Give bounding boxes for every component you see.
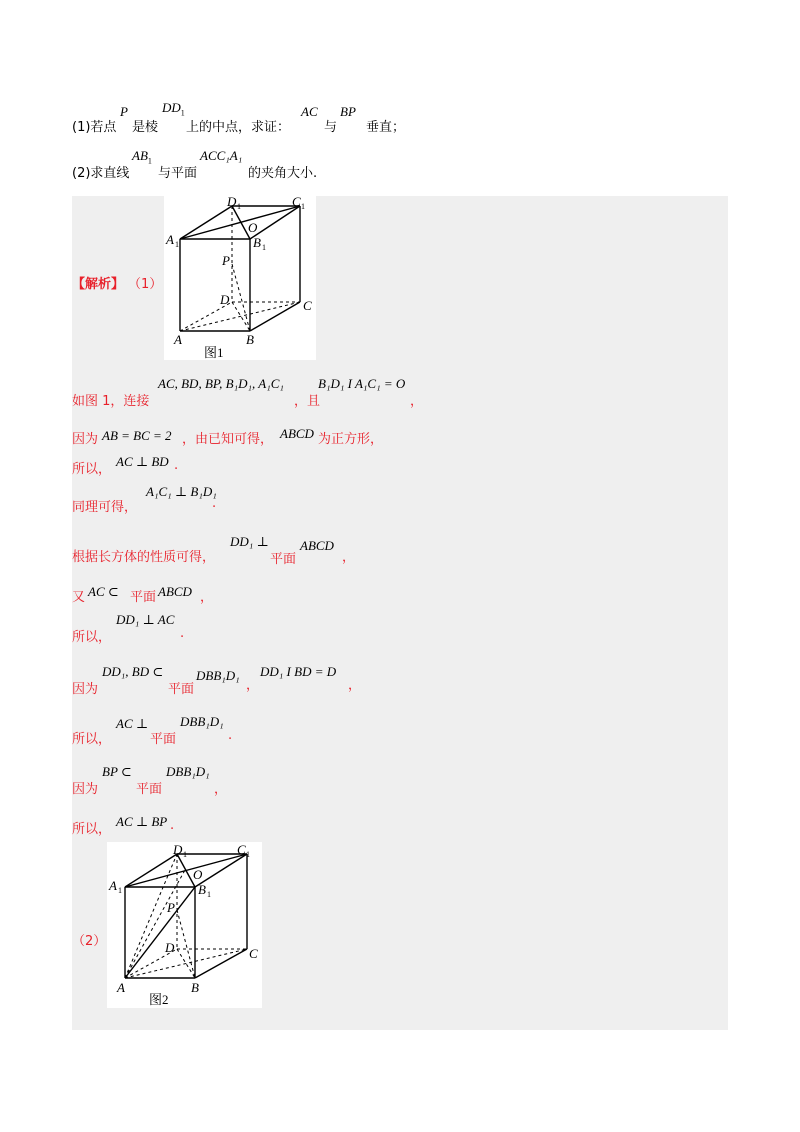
svg-text:A: A	[117, 980, 125, 995]
svg-text:1: 1	[183, 850, 187, 859]
q1-mid3: 与	[324, 120, 338, 135]
figure-2-caption: 图2	[149, 992, 169, 1007]
diag-ac	[180, 302, 300, 331]
svg-text:B: B	[198, 882, 206, 897]
q1-suffix: 垂直；	[366, 120, 406, 135]
svg-text:1: 1	[301, 202, 305, 211]
sol-line-3: 所以， AC ⊥ BD .	[72, 454, 179, 477]
sol-line-2: 因为 AB = BC = 2 ，由已知可得， ABCD 为正方形，	[72, 426, 384, 447]
edge-bc	[250, 302, 300, 331]
sol-line-1: 如图 1，连接 AC, BD, BP, B₁D₁, A₁C₁ ，且 B₁D₁ I A₁C₁ = O ，	[72, 376, 424, 409]
sol-line-7: 所以， DD₁ ⊥ AC .	[72, 612, 185, 645]
figure-2	[107, 842, 262, 1008]
sol-line-8: 因为 DD₁, BD ⊂ 平面 DBB₁D₁ ， DD₁ I BD = D ，	[72, 664, 362, 697]
svg-text:1: 1	[207, 890, 211, 899]
q1-point: P	[120, 104, 128, 119]
label-d: D	[220, 292, 230, 307]
q2-prefix: (2)求直线	[72, 166, 130, 181]
q1-line1: AC	[301, 104, 318, 119]
q2-suffix: 的夹角大小.	[248, 166, 318, 181]
label-b: B	[246, 332, 254, 347]
label-a1: A	[166, 232, 174, 247]
svg-text:B: B	[191, 980, 199, 995]
q2-plane: ACC₁A₁	[200, 148, 243, 163]
svg-text:1: 1	[175, 240, 179, 249]
svg-text:O: O	[193, 867, 203, 882]
svg-text:D: D	[165, 940, 175, 955]
svg-text:1: 1	[118, 886, 122, 895]
sol-line-5: 根据长方体的性质可得， DD₁ ⊥ 平面 ABCD ，	[72, 534, 356, 567]
part1-number: （1）	[128, 277, 163, 292]
svg-text:1: 1	[237, 202, 241, 211]
svg-text:A: A	[109, 878, 117, 893]
q1-edge: $DD_1$	[162, 100, 185, 118]
sol-line-10: 因为 BP ⊂ 平面 DBB₁D₁ ，	[72, 764, 228, 797]
label-c: C	[303, 298, 312, 313]
q2-line: $AB_1$	[132, 148, 152, 166]
figure-1-caption: 图1	[204, 345, 224, 360]
sol-line-6: 又 AC ⊂ 平面 ABCD ，	[72, 584, 214, 605]
svg-text:C: C	[237, 842, 246, 857]
q1-mid2: 上的中点，求证：	[186, 120, 291, 135]
svg-text:C: C	[249, 946, 258, 961]
svg-text:1: 1	[246, 850, 250, 859]
label-o: O	[248, 220, 258, 235]
q1-mid1: 是棱	[132, 120, 159, 135]
figure-1	[164, 196, 316, 360]
q2-mid: 与平面	[158, 166, 198, 181]
edge-a1d1	[180, 206, 232, 239]
q1-line2: BP	[340, 104, 356, 119]
label-c1: C	[292, 196, 301, 209]
seg-ad1	[125, 854, 177, 978]
sol-line-9: 所以， AC ⊥ 平面 DBB₁D₁ .	[72, 714, 233, 747]
q1-prefix: (1)若点	[72, 120, 117, 135]
svg-text:P: P	[167, 900, 175, 915]
solution-header: 【解析】	[72, 277, 125, 292]
svg-text:1: 1	[262, 243, 266, 252]
label-b1: B	[253, 235, 261, 250]
seg-pb	[232, 264, 250, 331]
sol-line-4: 同理可得， A₁C₁ ⊥ B₁D₁ .	[72, 484, 217, 515]
part2-number: （2）	[72, 934, 107, 949]
svg-text:D: D	[173, 842, 183, 857]
label-a: A	[174, 332, 182, 347]
label-d1: D	[227, 196, 237, 209]
seg-ao	[125, 870, 185, 978]
label-p: P	[222, 253, 230, 268]
sol-line-11: 所以， AC ⊥ BP .	[72, 814, 175, 837]
